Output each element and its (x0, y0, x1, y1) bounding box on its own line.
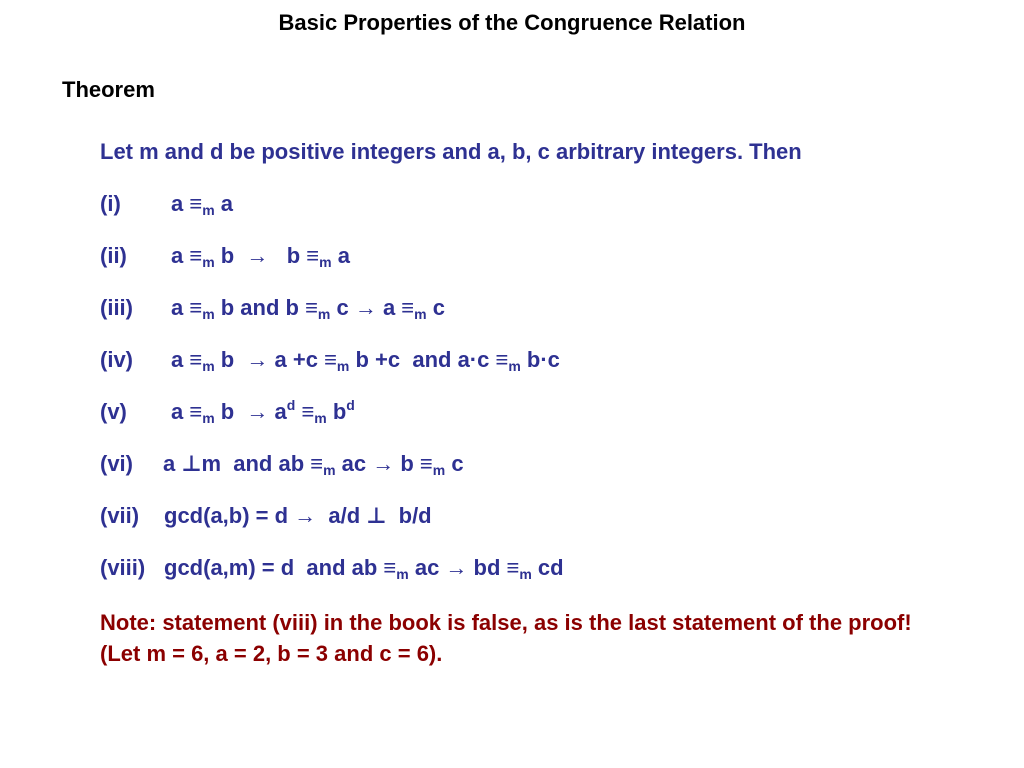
theorem-intro: Let m and d be positive integers and a, b, c arbitrary integers. Then (100, 139, 802, 164)
theorem-item-v (100, 397, 355, 426)
theorem-item-vi (100, 451, 464, 478)
note-text: Note: statement (viii) in the book is false, as is the last statement of the proof! (Let m = 6, a = 2, b = 3 and c = 6). (100, 610, 912, 666)
theorem-item-iv (100, 347, 560, 374)
item-number: (vi) (100, 451, 133, 476)
item-expression: gcd(a,b) = d → a/d ⊥ b/d (164, 503, 432, 528)
item-number: (vii) (100, 503, 140, 528)
item-expression: $a \equiv_m$ $b \to a +c \equiv_m$ b +c and $a\cdot c \equiv_m$ b·c (171, 347, 560, 374)
item-number: (iv) (100, 347, 133, 372)
theorem-item-viii (100, 555, 564, 582)
item-expression: gcd(a,m) = d and ab $\equiv_m$ ac → bd $\equiv_m$ cd (164, 555, 564, 582)
item-number: (iii) (100, 295, 133, 320)
theorem-item-ii (100, 243, 350, 270)
item-expression: $a \equiv_m$ $b \to b \equiv_m$ a (171, 243, 350, 270)
theorem-heading: Theorem (62, 77, 155, 102)
item-number: (i) (100, 191, 121, 216)
item-number: (ii) (100, 243, 127, 268)
item-expression: $a \equiv_m$ b and $b \equiv_m$ $c \to a \equiv_m$ c (171, 295, 445, 322)
item-number: (viii) (100, 555, 146, 580)
theorem-item-iii (100, 295, 445, 322)
theorem-item-i (100, 191, 233, 218)
item-expression: $a \equiv_m$ $b \to a^d \equiv_m$ $b^d$ (171, 397, 355, 426)
item-expression: $a \equiv_m$ a (171, 191, 233, 218)
item-expression: a ⊥m and ab $\equiv_m$ ac → $b \equiv_m$ c (163, 451, 464, 478)
item-number: (v) (100, 399, 127, 424)
theorem-item-vii (100, 503, 432, 529)
page-title: Basic Properties of the Congruence Relation (278, 10, 746, 35)
